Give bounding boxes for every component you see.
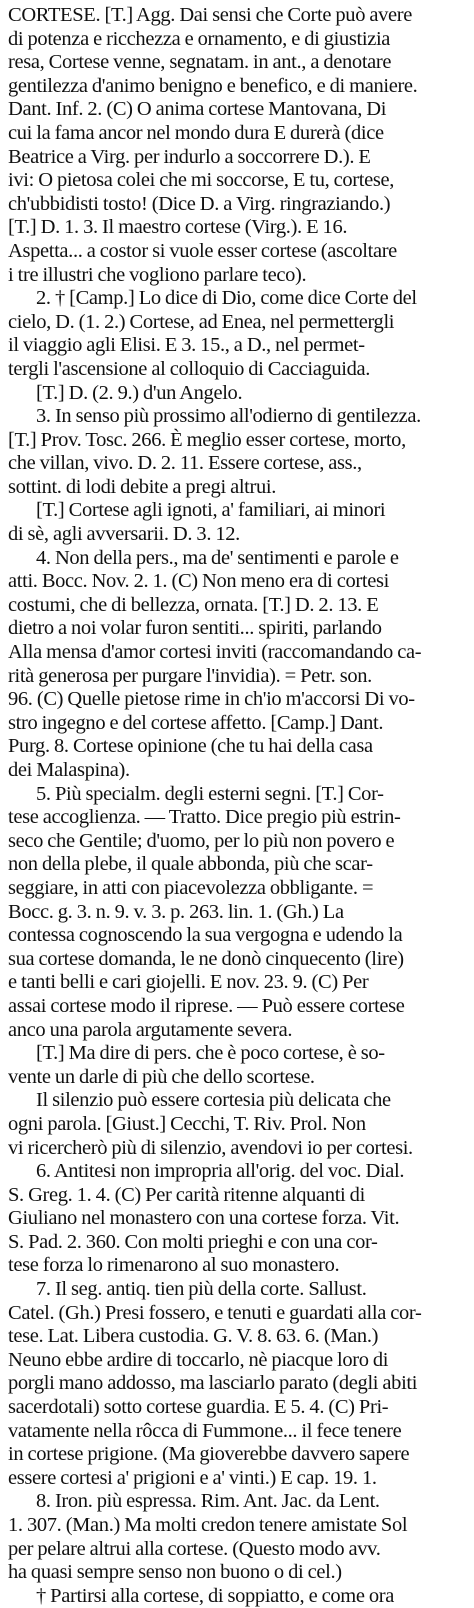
entry-line: di sè, agli avversarii. D. 3. 12.	[8, 523, 240, 546]
entry-line: i tre illustri che vogliono parlare teco).	[8, 263, 307, 286]
entry-line: sua cortese domanda, le ne donò cinquecento (lire)	[8, 947, 404, 970]
entry-line: S. Greg. 1. 4. (C) Per carità ritenne alquanti di	[8, 1183, 365, 1206]
entry-line: 8. Iron. più espressa. Rim. Ant. Jac. da Lent.	[36, 1490, 380, 1513]
entry-line: assai cortese modo il riprese. — Può essere cortese	[8, 994, 405, 1017]
entry-line: anco una parola argutamente severa.	[8, 1018, 293, 1041]
entry-line: per pelare altrui alla cortese. (Questo modo avv.	[8, 1537, 381, 1560]
entry-line: † Partirsi alla cortese, di soppiatto, e come ora	[36, 1584, 394, 1607]
entry-line: tergli l'ascensione al colloquio di Cacciaguida.	[8, 357, 371, 380]
entry-line: di potenza e ricchezza e ornamento, e di giustizia	[8, 27, 391, 50]
entry-line: essere cortesi a' prigioni e a' vinti.) E cap. 19. 1.	[8, 1466, 377, 1489]
entry-line: vente un darle di più che dello scortese.	[8, 1065, 315, 1088]
entry-line: 1. 307. (Man.) Ma molti credon tenere amistate Sol	[8, 1514, 408, 1536]
entry-line: 3. In senso più prossimo all'odierno di gentilezza.	[36, 405, 421, 428]
entry-line: ch'ubbidisti tosto! (Dice D. a Virg. ringraziando.)	[8, 192, 391, 215]
entry-line: [T.] Cortese agli ignoti, a' familiari, ai minori	[36, 499, 386, 522]
entry-line: ha quasi sempre senso non buono o di cel.)	[8, 1561, 342, 1584]
entry-line: porgli mano addosso, ma lasciarlo parato (degli abiti	[8, 1372, 418, 1395]
entry-text	[8, 4, 466, 1608]
entry-line: non della plebe, il quale abbonda, più che scar-	[8, 853, 373, 876]
entry-line: dietro a noi volar furon sentiti... spiriti, parlando	[8, 617, 382, 640]
entry-line: Purg. 8. Cortese opinione (che tu hai della casa	[8, 735, 373, 758]
entry-line: [T.] D. (2. 9.) d'un Angelo.	[36, 381, 243, 404]
entry-line: Giuliano nel monastero con una cortese forza. Vit.	[8, 1207, 400, 1230]
entry-line: Beatrice a Virg. per indurlo a soccorrere D.). E	[8, 145, 371, 168]
entry-line: Neuno ebbe ardire di toccarlo, nè piacque loro di	[8, 1348, 389, 1371]
entry-line: atti. Bocc. Nov. 2. 1. (C) Non meno era di cortesi	[8, 570, 389, 593]
entry-line: 7. Il seg. antiq. tien più della corte. Sallust.	[36, 1278, 367, 1301]
entry-line: [T.] Ma dire di pers. che è poco cortese, è so-	[36, 1042, 385, 1065]
entry-line: 6. Antitesi non impropria all'orig. del voc. Dial.	[36, 1160, 405, 1183]
entry-line: Bocc. g. 3. n. 9. v. 3. p. 263. lin. 1. (Gh.) La	[8, 900, 344, 923]
entry-line: ivi: O pietosa colei che mi soccorse, E tu, cortese,	[8, 169, 395, 192]
entry-line: stro ingegno e del cortese affetto. [Camp.] Dant.	[8, 711, 384, 734]
entry-line: vi ricercherò più di silenzio, avendovi io per cortesi.	[8, 1136, 413, 1159]
entry-line: 5. Più specialm. degli esterni segni. [T.] Cor-	[36, 782, 384, 805]
entry-line: resa, Cortese venne, segnatam. in ant., a denotare	[8, 51, 392, 74]
entry-line: 4. Non della pers., ma de' sentimenti e parole e	[36, 546, 399, 569]
entry-line: sacerdotali) sotto cortese guardia. E 5. 4. (C) Pri-	[8, 1396, 389, 1419]
entry-line: contessa cognoscendo la sua vergogna e udendo la	[8, 924, 403, 947]
entry-line: tese. Lat. Libera custodia. G. V. 8. 63. 6. (Man.)	[8, 1325, 379, 1348]
entry-line: gentilezza d'animo benigno e benefico, e di maniere.	[8, 74, 418, 97]
entry-line: tese forza lo rimenarono al suo monastero.	[8, 1254, 340, 1277]
entry-line: Catel. (Gh.) Presi fossero, e tenuti e guardati alla cor-	[8, 1301, 422, 1324]
entry-line: seco che Gentile; d'uomo, per lo più non povero e	[8, 829, 395, 852]
entry-line: e tanti belli e cari giojelli. E nov. 23. 9. (C) Per	[8, 971, 369, 994]
entry-line: che villan, vivo. D. 2. 11. Essere cortese, ass.,	[8, 452, 362, 475]
entry-line: 2. † [Camp.] Lo dice di Dio, come dice Corte del	[36, 287, 417, 310]
entry-line: Il silenzio può essere cortesia più delicata che	[36, 1089, 391, 1112]
entry-line: [T.] D. 1. 3. Il maestro cortese (Virg.). E 16.	[8, 216, 348, 239]
entry-line: S. Pad. 2. 360. Con molti prieghi e con una cor-	[8, 1230, 378, 1253]
entry-line: Aspetta... a costor si vuole esser cortese (ascoltare	[8, 239, 397, 262]
entry-line: Alla mensa d'amor cortesi inviti (raccomandando ca-	[8, 641, 422, 664]
entry-line: Dant. Inf. 2. (C) O anima cortese Mantovana, Di	[8, 98, 387, 121]
entry-line: ogni parola. [Giust.] Cecchi, T. Riv. Prol. Non	[8, 1112, 366, 1135]
entry-line: 96. (C) Quelle pietose rime in ch'io m'accorsi Di vo-	[8, 688, 415, 711]
entry-line: seggiare, in atti con piacevolezza obbligante. =	[8, 876, 374, 899]
entry-line: il viaggio agli Elisi. E 3. 15., a D., nel permet-	[8, 334, 365, 357]
entry-line: in cortese prigione. (Ma gioverebbe davvero sapere	[8, 1443, 410, 1466]
entry-line: [T.] Prov. Tosc. 266. È meglio esser cortese, morto,	[8, 428, 406, 451]
entry-headline: CORTESE. [T.] Agg. Dai sensi che Corte può avere	[8, 4, 413, 26]
entry-line: sottint. di lodi debite a pregi altrui.	[8, 475, 277, 498]
entry-line: tese accoglienza. — Tratto. Dice pregio più estrin-	[8, 806, 401, 829]
entry-line: cui la fama ancor nel mondo dura E durerà (dice	[8, 121, 384, 144]
entry-line: cielo, D. (1. 2.) Cortese, ad Enea, nel permettergli	[8, 310, 395, 333]
entry-line: rità generosa per purgare l'invidia). = Petr. son.	[8, 664, 372, 687]
entry-line: dei Malaspina).	[8, 759, 130, 781]
entry-line: costumi, che di bellezza, ornata. [T.] D. 2. 13. E	[8, 593, 379, 616]
entry-line: vatamente nella rôcca di Fummone... il fece tenere	[8, 1419, 402, 1442]
